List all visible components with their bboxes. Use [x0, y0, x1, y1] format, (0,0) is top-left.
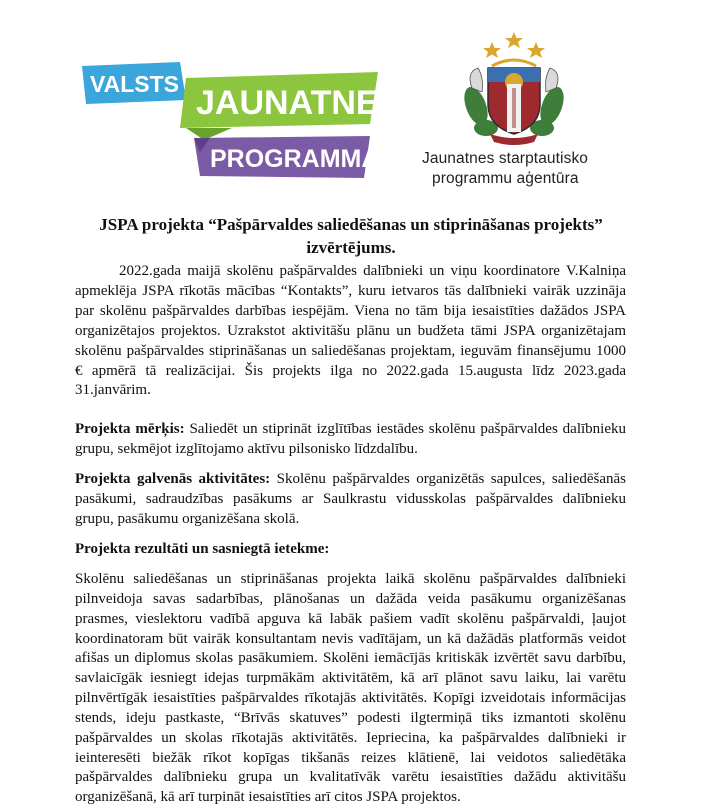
- latvian-coat-of-arms-icon: [462, 28, 566, 146]
- activities-text: Skolēnu pašpārvaldes organizētās sapulces, saliedēšanās pasākumi, sadraudzības pasākums ar Saulkrastu vidusskolas pašpārvaldes dalībnieku grupu, pasākumu organizēšana skolā.: [75, 471, 626, 527]
- activities-paragraph: [75, 470, 626, 530]
- logo-word-jaunatnes: JAUNATNES: [196, 84, 402, 122]
- goal-text: Saliedēt un stiprināt izglītības iestādes skolēnu pašpārvaldes dalībnieku grupu, sekmējot izglītojamo aktīvu pilsonisko līdzdalību.: [75, 421, 626, 457]
- goal-label: Projekta mērķis:: [75, 421, 185, 437]
- agency-name-line-1: Jaunatnes starptautisko: [422, 150, 589, 167]
- results-heading: Projekta rezultāti un sasniegtā ietekme:: [75, 541, 330, 557]
- goal-paragraph: [75, 420, 626, 460]
- agency-name-line-2: programmu aģentūra: [432, 170, 579, 187]
- activities-label: Projekta galvenās aktivitātes:: [75, 471, 271, 487]
- intro-paragraph: 2022.gada maijā skolēnu pašpārvaldes dalībnieki un viņu koordinatore V.Kalniņa apmeklēja JSPA rīkotās mācības “Kontakts”, kuru ietvaros tās dalībnieki vairāk uzzināja par skolēnu pašpārvaldes darbības iespējām. Viena no tām bija iesaistīties dažādos JSPA organizētajos projektos. Uzrakstot aktivitāšu plānu un budžeta tāmi JSPA organizētajam skolēnu pašpārvaldes stiprināšanas un saliedēšanas projektam, ieguvām finansējumu 1000 € apmērā tā realizācijai. Šis projekts ilga no 2022.gada 15.augusta līdz 2023.gada 31.janvārim.: [75, 263, 626, 399]
- document-title: JSPA projekta “Pašpārvaldes saliedēšanas un stiprināšanas projekts” izvērtējums.: [99, 215, 603, 257]
- logo-word-programma: PROGRAMMA: [210, 145, 380, 173]
- results-paragraph: Skolēnu saliedēšanas un stiprināšanas projekta laikā skolēnu pašpārvaldes dalībnieki pilnveidoja savas sadarbības, plānošanas un dažāda veida pasākumu organizēšanas prasmes, vieslektoru vadībā apguva kā labāk pašiem vadīt skolēnu pašpārvaldi, ļaujot koordinatoram būt vairāk konsultantam nevis vadītājam, un kā dažādās platformās veidot afišas un diplomus skolas pasākumiem. Skolēni iemācījās kritiskāk izvērtēt savu darbību, savlaicīgāk iesniegt idejas turpmākām aktivitātēm, kā arī plānot savu laiku, lai varētu pilnvērtīgāk iesaistīties pašpārvaldes rīkotajās aktivitātēs. Kopīgi izveidotais informācijas stends, ideju pastkaste, “Brīvās skatuves” podesti ilgtermiņā tiks izmantoti skolēnu pašpārvaldes un skolas rīkotajās aktivitātēs. Iepriecina, ka pašpārvaldes dalībnieki ir ieinteresēti biežāk rīkot kopīgas tikšanās reizes klātienē, lai veidotos saliedētāka pašpārvaldes dalībnieku grupa un kvalitatīvāk varētu iesaistīties dažādu aktivitāšu organizēšanā, kā arī turpināt iesaistīties arī citos JSPA projektos.: [75, 571, 626, 806]
- valsts-jaunatnes-programma-logo: [82, 62, 402, 180]
- logo-word-valsts: VALSTS: [90, 71, 180, 97]
